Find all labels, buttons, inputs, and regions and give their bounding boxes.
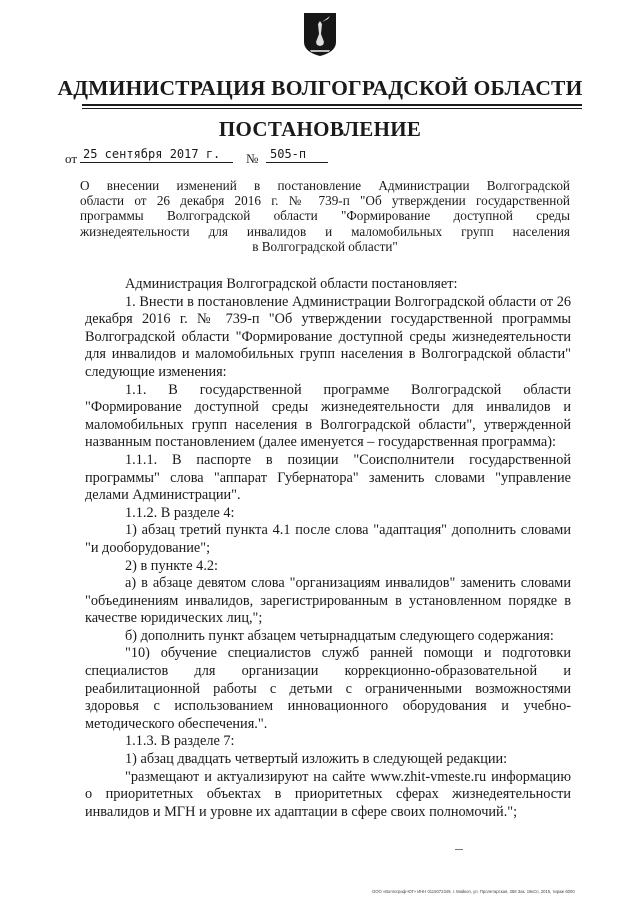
body-paragraph: 1.1.3. В разделе 7: xyxy=(125,733,235,750)
body-paragraph: 2) в пункте 4.2: xyxy=(125,557,219,574)
document-subject xyxy=(80,178,570,254)
subject-line: области от 26 декабря 2016 г. № 739-п "Об утверждении государственной xyxy=(80,193,570,209)
body-paragraph: "размещают и актуализируют на сайте www.zhit-vmeste.ru информацию о приоритетных объектах в приоритетных сферах жизнедеятельности инвалидов и МГН и уровне их адаптации в сфере своих полномочий."; xyxy=(85,768,571,820)
subject-line: О внесении изменений в постановление Администрации Волгоградской xyxy=(80,178,570,193)
body-paragraph: 1) абзац третий пункта 4.1 после слова "адаптация" дополнить словами "и дооборудование"; xyxy=(85,522,571,556)
coat-of-arms-emblem xyxy=(303,12,337,57)
body-paragraph: 1. Внести в постановление Администрации Волгоградской области от 26 декабря 2016 г. № 739-п "Об утверждении государственной программы Волгоградской области "Формирование доступной среды жизнедеятельности для инвалидов и маломобильных групп населения в Волгоградской области" следующие изменения: xyxy=(85,293,571,380)
body-paragraph: 1.1.2. В разделе 4: xyxy=(125,504,235,521)
document-body xyxy=(85,276,571,821)
body-paragraph: 1) абзац двадцать четвертый изложить в следующей редакции: xyxy=(125,751,508,768)
body-paragraph: б) дополнить пункт абзацем четырнадцатым следующего содержания: xyxy=(125,627,554,644)
printer-footer: ООО «Волгограф-ЮГ» ИНН 0115072349, г. Майкоп, ул. Пролетарская, 368 Зак. 19кСп, 2015, тираж 6000 xyxy=(372,889,575,894)
subject-line: в Волгоградской области" xyxy=(252,238,398,254)
document-type-title: ПОСТАНОВЛЕНИЕ xyxy=(218,117,422,141)
header-rule xyxy=(82,104,582,106)
subject-line: жизнедеятельности для инвалидов и маломобильных групп населения xyxy=(80,223,570,239)
organization-title: АДМИНИСТРАЦИЯ ВОЛГОГРАДСКОЙ ОБЛАСТИ xyxy=(57,76,583,100)
date-field: 25 сентября 2017 г. xyxy=(80,146,233,163)
document-number-field: 505-п xyxy=(266,146,328,163)
header-rule-thin xyxy=(82,108,582,109)
body-paragraph: 1.1.1. В паспорте в позиции "Соисполнители государственной программы" слова "аппарат Губернатора" заменить словами "управление делами Администрации". xyxy=(85,451,571,504)
body-paragraph: 1.1. В государственной программе Волгоградской области "Формирование доступной среды жизнедеятельности для инвалидов и маломобильных групп населения в Волгоградской области", утвержденной названным постановлением (далее именуется – государственная программа): xyxy=(85,381,571,451)
date-prefix: от xyxy=(65,151,78,166)
body-paragraph: "10) обучение специалистов служб ранней помощи и подготовки специалистов для организации коррекционно-образовательной и реабилитационной работы с детьми с ограниченными возможностями здоровья с использованием инновационного оборудования и учебно-методического обеспечения.". xyxy=(85,645,571,732)
page-mark xyxy=(455,849,463,850)
body-paragraph: а) в абзаце девятом слова "организациям инвалидов" заменить словами "объединениям инвалидов, зарегистрированным в установленном порядке в качестве юридических лиц,"; xyxy=(85,575,571,627)
subject-line: программы Волгоградской области "Формирование доступной среды xyxy=(80,208,570,224)
intro-paragraph: Администрация Волгоградской области постановляет: xyxy=(125,276,458,292)
number-sign: № xyxy=(246,151,259,166)
